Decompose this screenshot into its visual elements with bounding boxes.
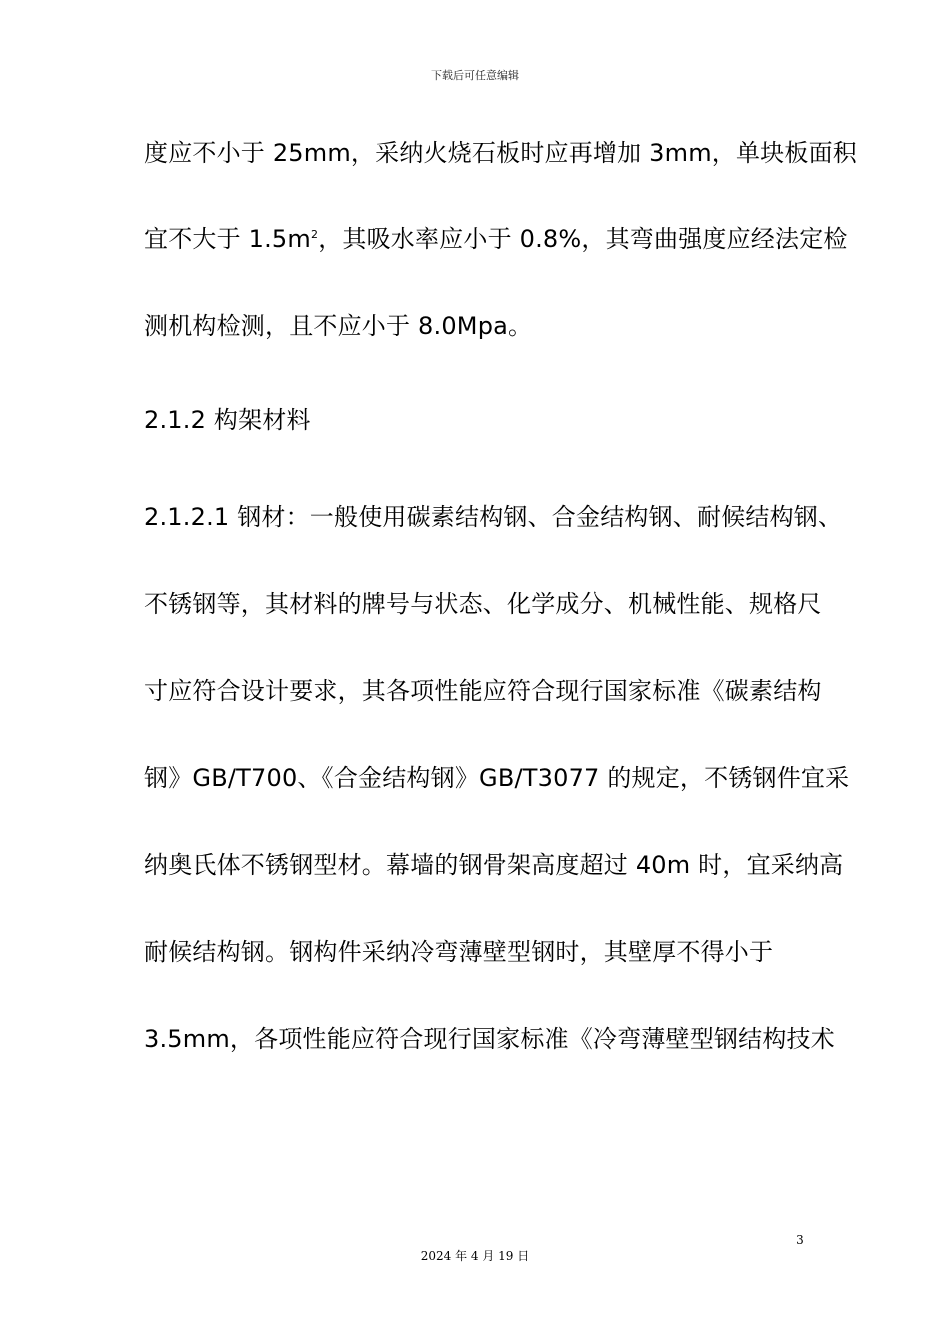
paragraph-line: 不锈钢等，其材料的牌号与状态、化学成分、机械性能、规格尺 xyxy=(144,590,822,618)
paragraph-line: 测机构检测，且不应小于 8.0Mpa。 xyxy=(144,312,533,340)
line-text-segment: 宜不大于 1.5m xyxy=(144,225,311,253)
paragraph-line: 寸应符合设计要求，其各项性能应符合现行国家标准《碳素结构 xyxy=(144,677,822,705)
footer-date: 2024 年 4 月 19 日 xyxy=(420,1249,530,1263)
section-heading: 2.1.2 构架材料 xyxy=(144,406,311,434)
page-number: 3 xyxy=(796,1233,804,1247)
paragraph-line: 纳奥氏体不锈钢型材。幕墙的钢骨架高度超过 40m 时，宜采纳高 xyxy=(144,851,844,879)
page-header-note: 下载后可任意编辑 xyxy=(431,69,519,82)
line-text-segment: ，其吸水率应小于 0.8%，其弯曲强度应经法定检 xyxy=(318,225,848,253)
paragraph-line: 钢》GB/T700、《合金结构钢》GB/T3077 的规定，不锈钢件宜采 xyxy=(144,764,850,792)
superscript-exponent: 2 xyxy=(310,228,319,241)
paragraph-line: 2.1.2.1 钢材：一般使用碳素结构钢、合金结构钢、耐候结构钢、 xyxy=(144,503,843,531)
paragraph-line: 耐候结构钢。钢构件采纳冷弯薄壁型钢时，其壁厚不得小于 xyxy=(144,938,774,966)
paragraph-line xyxy=(144,224,848,254)
paragraph-line: 3.5mm，各项性能应符合现行国家标准《冷弯薄壁型钢结构技术 xyxy=(144,1025,835,1053)
paragraph-line: 度应不小于 25mm，采纳火烧石板时应再增加 3mm，单块板面积 xyxy=(144,139,857,167)
